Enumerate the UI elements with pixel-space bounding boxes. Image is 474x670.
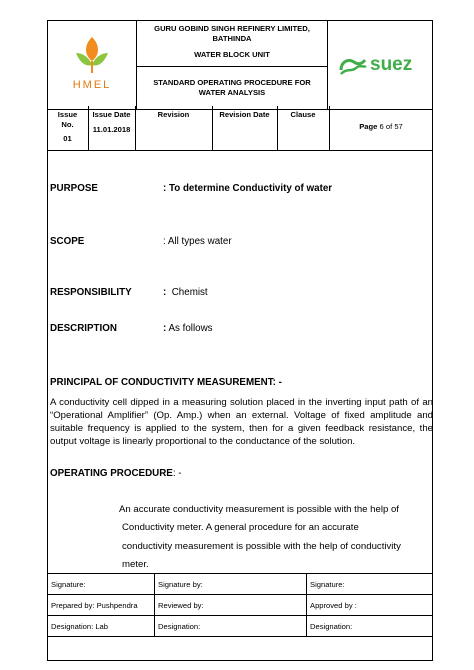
responsibility-colon: : <box>163 287 167 298</box>
company-cell <box>137 21 328 67</box>
description-label: DESCRIPTION <box>50 323 117 334</box>
hmel-logo-cell <box>48 21 137 110</box>
issue-no-block <box>47 110 88 144</box>
description-colon: : <box>163 323 167 334</box>
sop-title-line2: WATER ANALYSIS <box>198 88 266 97</box>
document-header <box>47 20 433 110</box>
sop-title-line1: STANDARD OPERATING PROCEDURE FOR <box>153 78 311 87</box>
revision-label: Revision <box>157 110 190 119</box>
issue-no-label-2: No. <box>61 120 74 129</box>
suez-logo-text: suez <box>370 54 413 75</box>
issue-no-value: 01 <box>63 134 72 143</box>
principal-text: A conductivity cell dipped in a measuring solution placed in the inverting input path of an “Operational Amplifier” (Op. Amp.) when an external. Voltage of fixed amplitude and suitable frequency is applied to the system, then for a given feedback resistance, the output voltage is linearly proportional to the conductance of the solution. <box>50 397 433 447</box>
signature-cell: Signature: <box>307 574 433 595</box>
issue-no-label: Issue <box>57 110 78 119</box>
principal-heading: PRINCIPAL OF CONDUCTIVITY MEASUREMENT: - <box>50 377 282 388</box>
company-location: BATHINDA <box>212 34 252 43</box>
operating-heading-suffix: : - <box>172 468 182 479</box>
issue-date-block <box>88 110 135 135</box>
issue-date-label: Issue Date <box>92 110 131 119</box>
suez-logo-cell <box>328 21 433 110</box>
operating-line-4: meter. <box>122 559 149 570</box>
scope-value: : All types water <box>163 236 232 247</box>
page-current: 6 <box>379 122 384 131</box>
operating-line-1: An accurate conductivity measurement is possible with the help of <box>119 504 399 515</box>
prepared-row <box>48 595 433 616</box>
approved-by-cell: Approved by : <box>307 595 433 616</box>
description-text: As follows <box>168 323 213 334</box>
designation-cell: Designation: Lab <box>48 616 155 637</box>
signature-table <box>47 573 433 637</box>
designation-cell: Designation: <box>155 616 307 637</box>
page-number <box>329 122 433 131</box>
operating-heading: OPERATING PROCEDURE <box>50 468 173 479</box>
company-name: GURU GOBIND SINGH REFINERY LIMITED, <box>154 24 310 33</box>
designation-row <box>48 616 433 637</box>
prepared-by-cell: Prepared by: Pushpendra <box>48 595 155 616</box>
sop-title-cell <box>137 67 328 110</box>
issue-date-value: 11.01.2018 <box>92 125 131 134</box>
page-label: Page <box>359 122 378 131</box>
designation-cell: Designation: <box>307 616 433 637</box>
operating-line-2: Conductivity meter. A general procedure for an accurate <box>122 522 359 533</box>
responsibility-text: Chemist <box>171 287 208 298</box>
page-of: of <box>385 122 393 131</box>
responsibility-label: RESPONSIBILITY <box>50 287 132 298</box>
description-value <box>163 323 213 334</box>
signature-row <box>48 574 433 595</box>
purpose-value: : To determine Conductivity of water <box>163 183 333 194</box>
reviewed-by-cell: Reviewed by: <box>155 595 307 616</box>
operating-line-3: conductivity measurement is possible with the help of conductivity <box>122 541 401 552</box>
scope-label: SCOPE <box>50 236 85 247</box>
operating-heading-wrap <box>50 468 182 479</box>
signature-cell: Signature: <box>48 574 155 595</box>
revision-date-label: Revision Date <box>219 110 270 119</box>
suez-logo-icon <box>338 54 368 76</box>
unit-name: WATER BLOCK UNIT <box>194 50 270 59</box>
page-total: 57 <box>394 122 403 131</box>
hmel-logo-icon <box>72 35 112 75</box>
signature-by-cell: Signature by: <box>155 574 307 595</box>
responsibility-value <box>163 287 208 298</box>
hmel-logo-text: HMEL <box>72 79 112 91</box>
clause-label: Clause <box>290 110 316 119</box>
purpose-label: PURPOSE <box>50 183 98 194</box>
